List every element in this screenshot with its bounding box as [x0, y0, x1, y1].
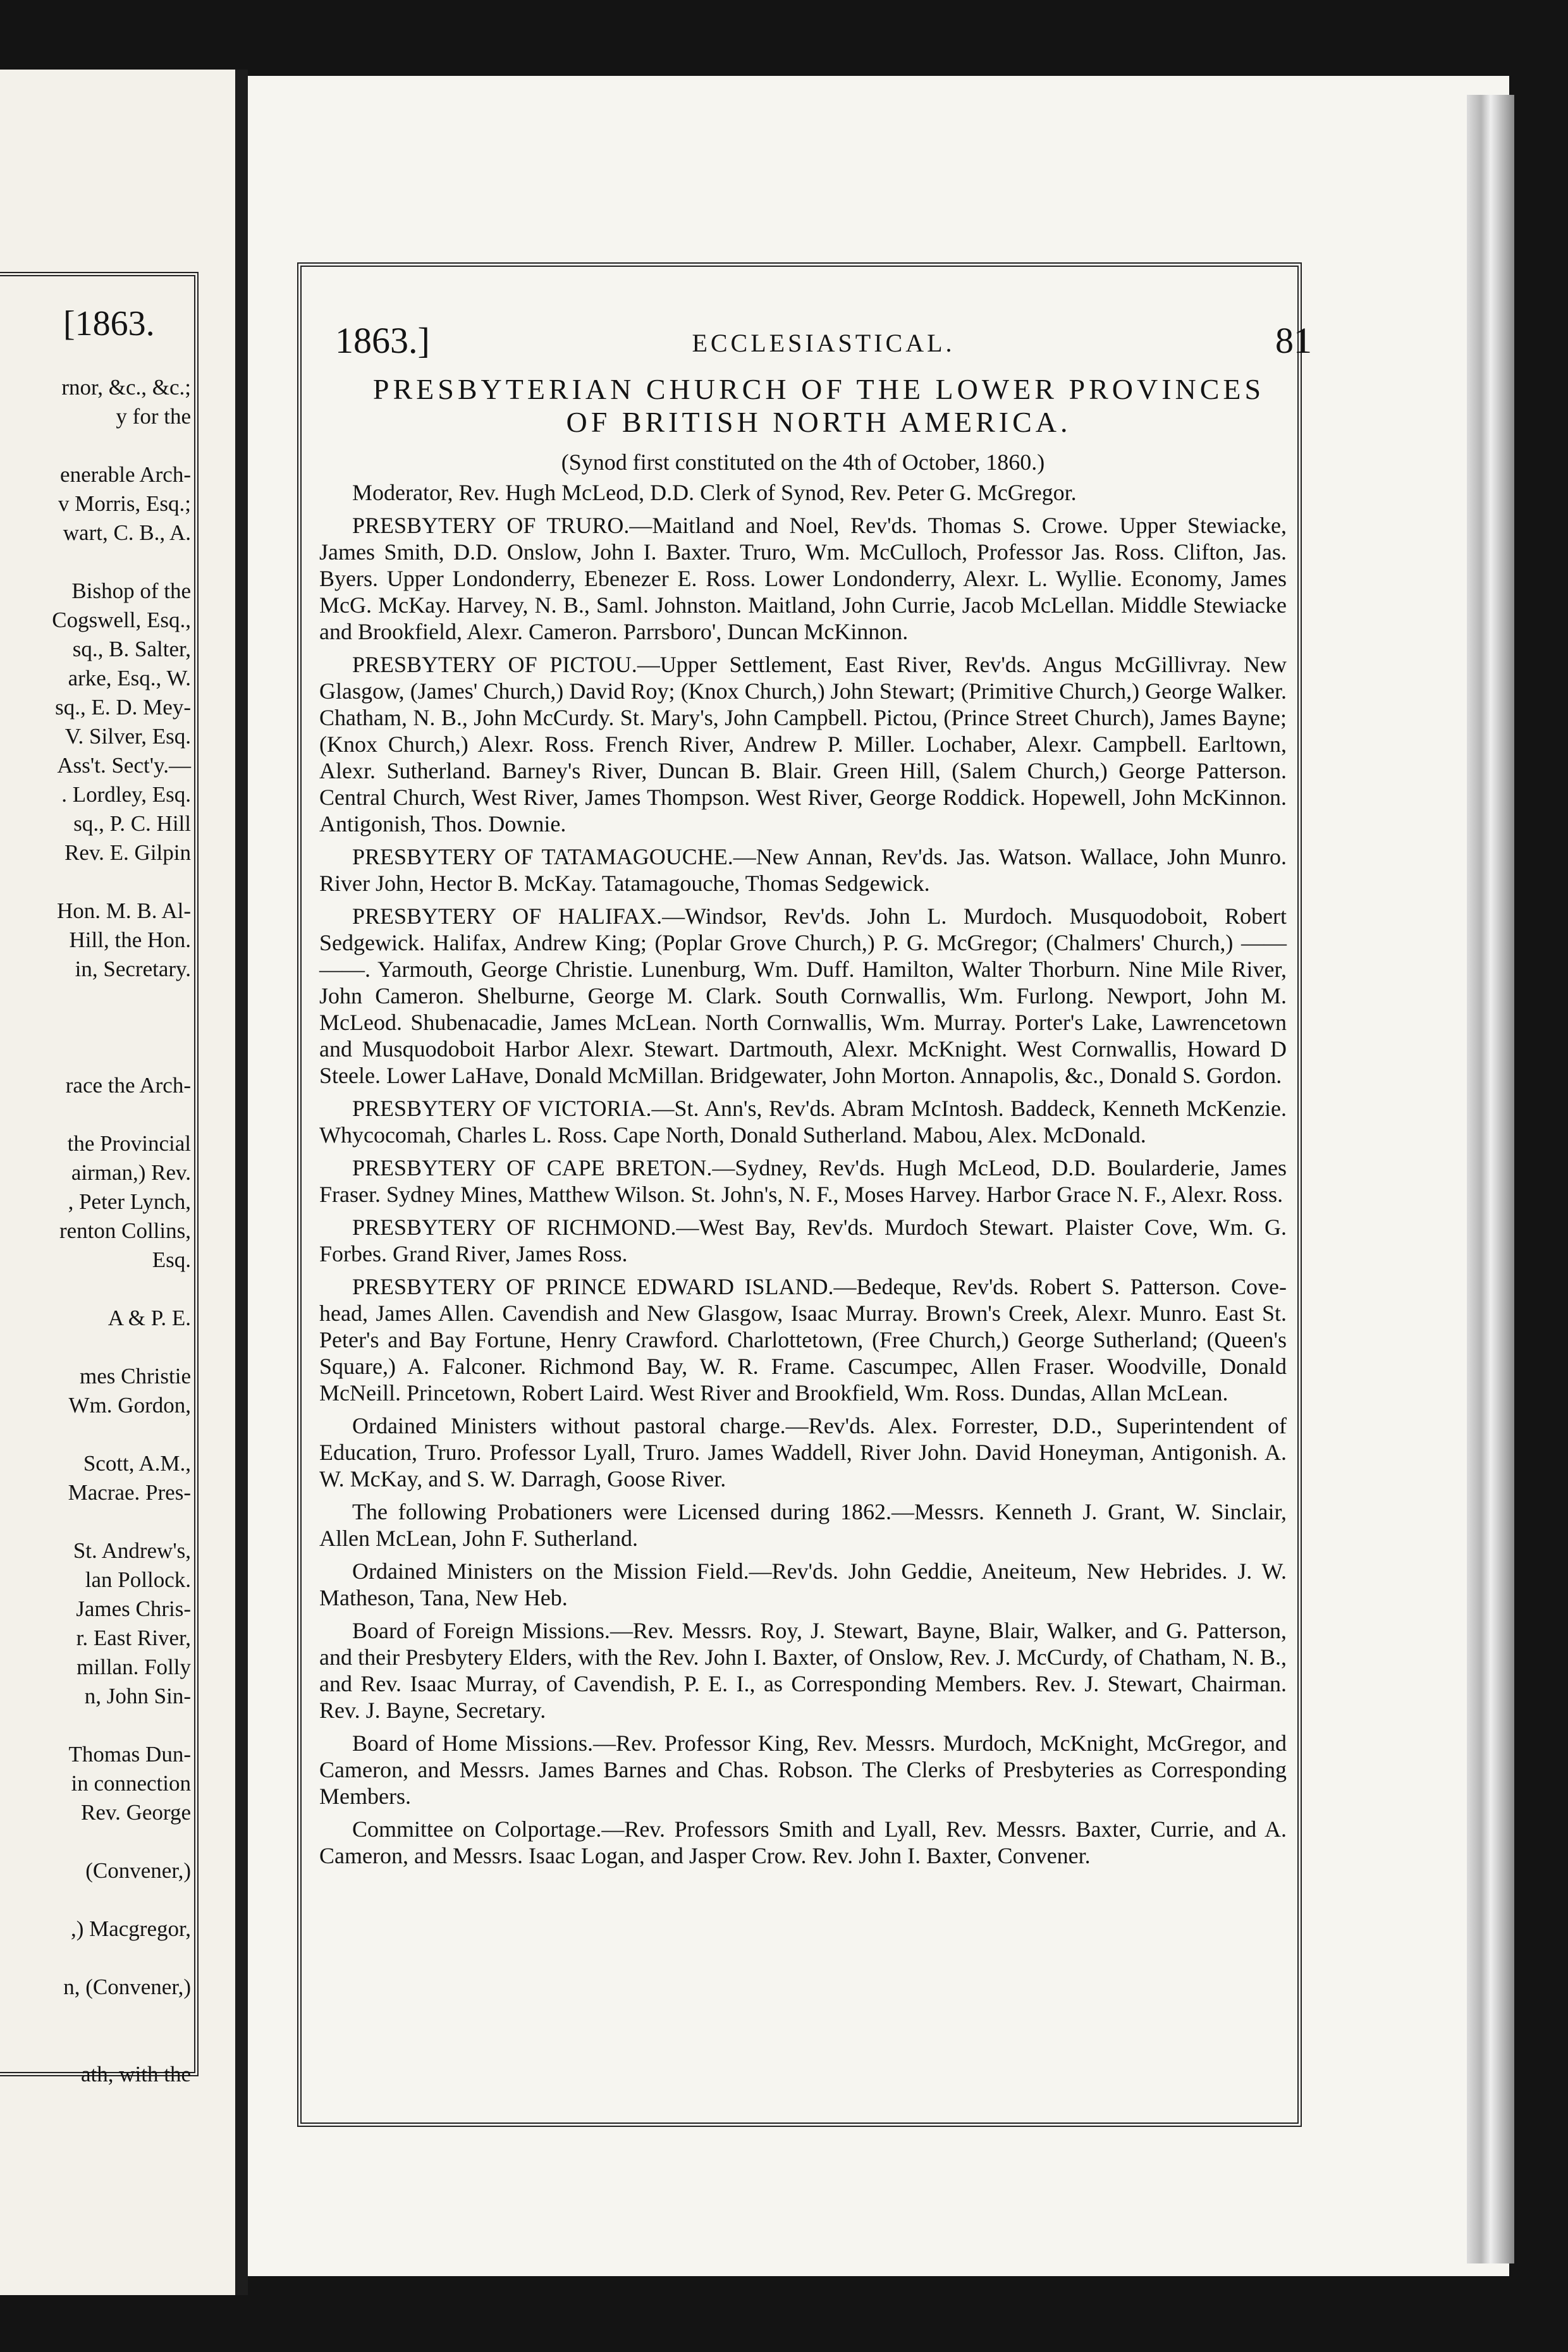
running-header	[335, 319, 1312, 370]
left-page-line	[0, 1013, 191, 1042]
left-page	[0, 70, 235, 2295]
left-page-line: lan Pollock.	[85, 1567, 191, 1592]
presbytery-paragraph: PRESBYTERY OF CAPE BRETON.—Sydney, Rev'ds. Hugh McLeod, D.D. Boularderie, James Fraser. Sydney Mines, Matthew Wilson. St. John's, N. F., Moses Harvey. Harbor Grace N. F., Alexr. Ross.	[319, 1155, 1287, 1207]
left-page-line: (Convener,)	[85, 1858, 191, 1883]
presbytery-list	[319, 512, 1287, 1869]
synod-note: (Synod first constituted on the 4th of October, 1860.)	[561, 450, 1045, 475]
left-page-year: [1863.	[63, 304, 155, 343]
left-page-line: y for the	[116, 404, 191, 429]
presbytery-paragraph: PRESBYTERY OF TRURO.—Maitland and Noel, Rev'ds. Thomas S. Crowe. Upper Stewiacke, James Smith, D.D. Onslow, John I. Baxter. Truro, Wm. McCulloch, Professor Jas. Ross. Clifton, Jas. Byers. Upper Londonderry, Ebenezer E. Ross. Lower Londonderry, Alexr. L. Wyllie. Economy, James McG. McKay. Harvey, N. B., Saml. Johnston. Maitland, John Currie, Jacob McLellan. Middle Stewiacke and Brookfield, Alexr. Cameron. Parrsboro', Duncan McKinnon.	[319, 513, 1287, 644]
left-page-line: n, (Convener,)	[63, 1975, 191, 1999]
left-page-line: wart, C. B., A.	[63, 520, 191, 545]
left-page-line	[0, 1944, 191, 1973]
left-page-line: Esq.	[152, 1247, 191, 1272]
left-page-line: sq., B. Salter,	[72, 637, 191, 661]
left-page-line: in, Secretary.	[75, 957, 191, 981]
left-page-line: Rev. George	[81, 1800, 191, 1825]
left-page-line: , Peter Lynch,	[68, 1189, 191, 1214]
left-page-line	[0, 1100, 191, 1129]
left-page-line: sq., E. D. Mey-	[55, 695, 191, 720]
header-category: ECCLESIASTICAL.	[692, 329, 955, 357]
presbytery-paragraph: Ordained Ministers on the Mission Field.—Rev'ds. John Geddie, Aneiteum, New Hebrides. J. W. Matheson, Tana, New Heb.	[319, 1559, 1287, 1610]
left-page-line: Hon. M. B. Al-	[57, 898, 191, 923]
left-page-line	[0, 1711, 191, 1740]
header-year: 1863.]	[335, 320, 430, 361]
left-page-line	[0, 984, 191, 1013]
left-page-line: ,) Macgregor,	[70, 1916, 191, 1941]
left-page-line	[0, 1333, 191, 1362]
left-page-line: Thomas Dun-	[68, 1742, 191, 1767]
section-title-line-1: PRESBYTERIAN CHURCH OF THE LOWER PROVINCES	[372, 373, 1265, 405]
left-page-line	[0, 1420, 191, 1449]
left-page-line: r. East River,	[76, 1626, 191, 1650]
left-page-line	[0, 1507, 191, 1536]
left-page-line: mes Christie	[80, 1364, 191, 1388]
presbytery-paragraph: PRESBYTERY OF PRINCE EDWARD ISLAND.—Bedeque, Rev'ds. Robert S. Patterson. Cove-head, James Allen. Cavendish and New Glasgow, Isaac Murray. Brown's Creek, Alexr. Munro. East St. Peter's and Bay Fortune, Henry Crawford. Charlottetown, (Free Church,) George Sutherland; (Queen's Square,) A. Falconer. Richmond Bay, W. R. Frame. Cascumpec, Allen Fraser. Woodville, Donald McNeill. Princetown, Robert Laird. West River and Brookfield, Wm. Ross. Dundas, Allan McLean.	[319, 1274, 1287, 1406]
left-page-line	[0, 2031, 191, 2060]
presbytery-paragraph: The following Probationers were Licensed during 1862.—Messrs. Kenneth J. Grant, W. Sinclair, Allen McLean, John F. Sutherland.	[319, 1499, 1287, 1551]
presbytery-paragraph: PRESBYTERY OF VICTORIA.—St. Ann's, Rev'ds. Abram McIntosh. Baddeck, Kenneth McKenzie. Whycocomah, Charles L. Ross. Cape North, Donald Sutherland. Mabou, Alex. McDonald.	[319, 1096, 1287, 1148]
left-page-line: Wm. Gordon,	[68, 1393, 191, 1418]
left-page-line: enerable Arch-	[60, 462, 191, 487]
page-edges	[1467, 95, 1514, 2263]
left-page-line: Hill, the Hon.	[69, 928, 191, 952]
presbytery-paragraph: Board of Home Missions.—Rev. Professor King, Rev. Messrs. Murdoch, McKnight, McGregor, and Cameron, and Messrs. James Barnes and Chas. Robson. The Clerks of Presbyteries as Corresponding Members.	[319, 1730, 1287, 1809]
left-page-line: race the Arch-	[65, 1073, 191, 1098]
left-page-line	[0, 1827, 191, 1856]
left-page-line: in connection	[71, 1771, 191, 1796]
presbytery-paragraph: Committee on Colportage.—Rev. Professors Smith and Lyall, Rev. Messrs. Baxter, Currie, and A. Cameron, and Messrs. Isaac Logan, and Jasper Crow. Rev. John I. Baxter, Convener.	[319, 1816, 1287, 1868]
left-page-line: airman,) Rev.	[71, 1160, 191, 1185]
presbytery-paragraph: PRESBYTERY OF PICTOU.—Upper Settlement, East River, Rev'ds. Angus McGillivray. New Glasgow, (James' Church,) David Roy; (Knox Church,) John Stewart; (Primitive Church,) George Walker. Chatham, N. B., John McCurdy. St. Mary's, John Campbell. Pictou, (Prince Street Church), James Bayne; (Knox Church,) Alexr. Ross. French River, Andrew P. Miller. Lochaber, Alexr. Campbell. Earltown, Alexr. Sutherland. Barney's River, Duncan B. Blair. Green Hill, (Salem Church,) George Patterson. Central Church, West River, James Thompson. West River, George Roddick. Hopewell, John McKinnon. Antigonish, Thos. Downie.	[319, 652, 1287, 836]
left-page-line: the Provincial	[67, 1131, 191, 1156]
left-page-line	[0, 1042, 191, 1071]
left-page-line	[0, 1275, 191, 1304]
left-page-line	[0, 867, 191, 897]
left-page-line: . Lordley, Esq.	[61, 782, 191, 807]
left-page-line: ath, with the	[81, 2062, 191, 2086]
presbytery-paragraph: PRESBYTERY OF HALIFAX.—Windsor, Rev'ds. John L. Murdoch. Musquodoboit, Robert Sedgewick. Halifax, Andrew King; (Poplar Grove Church,) P. G. McGregor; (Chalmers' Church,) —— ——. Yarmouth, George Christie. Lunenburg, Wm. Duff. Hamilton, Walter Thorburn. Nine Mile River, John Cameron. Shelburne, George M. Clark. South Cornwallis, Wm. Furlong. Newport, John M. McLeod. Shubenacadie, James McLean. North Cornwallis, Wm. Murray. Porter's Lake, Lawrencetown and Musquodoboit Harbor Alexr. Stewart. Dartmouth, Alexr. McKnight. West Cornwallis, Howard D Steele. Lower LaHave, Donald McMillan. Bridgewater, John Morton. Annapolis, &c., Donald S. Gordon.	[319, 903, 1287, 1088]
left-page-line: renton Collins,	[59, 1218, 191, 1243]
left-page-line	[0, 2002, 191, 2031]
article-body	[319, 449, 1287, 1875]
section-title	[326, 373, 1312, 439]
book-gutter	[235, 70, 248, 2295]
left-page-text	[0, 373, 191, 2089]
left-page-line: James Chris-	[76, 1596, 191, 1621]
left-page-line: Ass't. Sect'y.—	[57, 753, 191, 778]
presbytery-paragraph: PRESBYTERY OF RICHMOND.—West Bay, Rev'ds. Murdoch Stewart. Plaister Cove, Wm. G. Forbes. Grand River, James Ross.	[319, 1215, 1287, 1266]
presbytery-paragraph: Board of Foreign Missions.—Rev. Messrs. Roy, J. Stewart, Bayne, Blair, Walker, and G. Patterson, and their Presbytery Elders, with the Rev. John I. Baxter, of Onslow, Rev. J. McCurdy, of Chatham, N. B., and Rev. Isaac Murray, of Cavendish, P. E. I., as Corresponding Members. Rev. J. Stewart, Chairman. Rev. J. Bayne, Secretary.	[319, 1618, 1287, 1723]
page-number: 81	[1275, 320, 1312, 361]
section-title-line-2: OF BRITISH NORTH AMERICA.	[566, 406, 1072, 438]
left-page-line: sq., P. C. Hill	[73, 811, 191, 836]
left-page-line: v Morris, Esq.;	[58, 491, 191, 516]
presbytery-paragraph: Ordained Ministers without pastoral charge.—Rev'ds. Alex. Forrester, D.D., Superintendent of Education, Truro. Professor Lyall, Truro. James Waddell, River John. David Honeyman, Antigonish. A. W. McKay, and S. W. Darragh, Goose River.	[319, 1413, 1287, 1491]
left-page-line: arke, Esq., W.	[68, 666, 191, 690]
officers-line: Moderator, Rev. Hugh McLeod, D.D. Clerk of Synod, Rev. Peter G. McGregor.	[352, 480, 1077, 505]
left-page-line: V. Silver, Esq.	[64, 724, 191, 749]
left-page-line: Bishop of the	[71, 579, 191, 603]
left-page-line: Cogswell, Esq.,	[52, 608, 191, 632]
left-page-line: A & P. E.	[107, 1306, 191, 1330]
left-page-line: n, John Sin-	[84, 1684, 191, 1708]
presbytery-paragraph: PRESBYTERY OF TATAMAGOUCHE.—New Annan, Rev'ds. Jas. Watson. Wallace, John Munro. River John, Hector B. McKay. Tatamagouche, Thomas Sedgewick.	[319, 844, 1287, 896]
left-page-line: Macrae. Pres-	[68, 1480, 191, 1505]
left-page-line: St. Andrew's,	[73, 1538, 191, 1563]
left-page-line	[0, 548, 191, 577]
left-page-line: millan. Folly	[77, 1655, 191, 1679]
left-page-line: Scott, A.M.,	[83, 1451, 191, 1476]
left-page-line: Rev. E. Gilpin	[64, 840, 191, 865]
left-page-line: rnor, &c., &c.;	[61, 375, 191, 400]
left-page-line	[0, 1885, 191, 1914]
left-page-line	[0, 431, 191, 460]
